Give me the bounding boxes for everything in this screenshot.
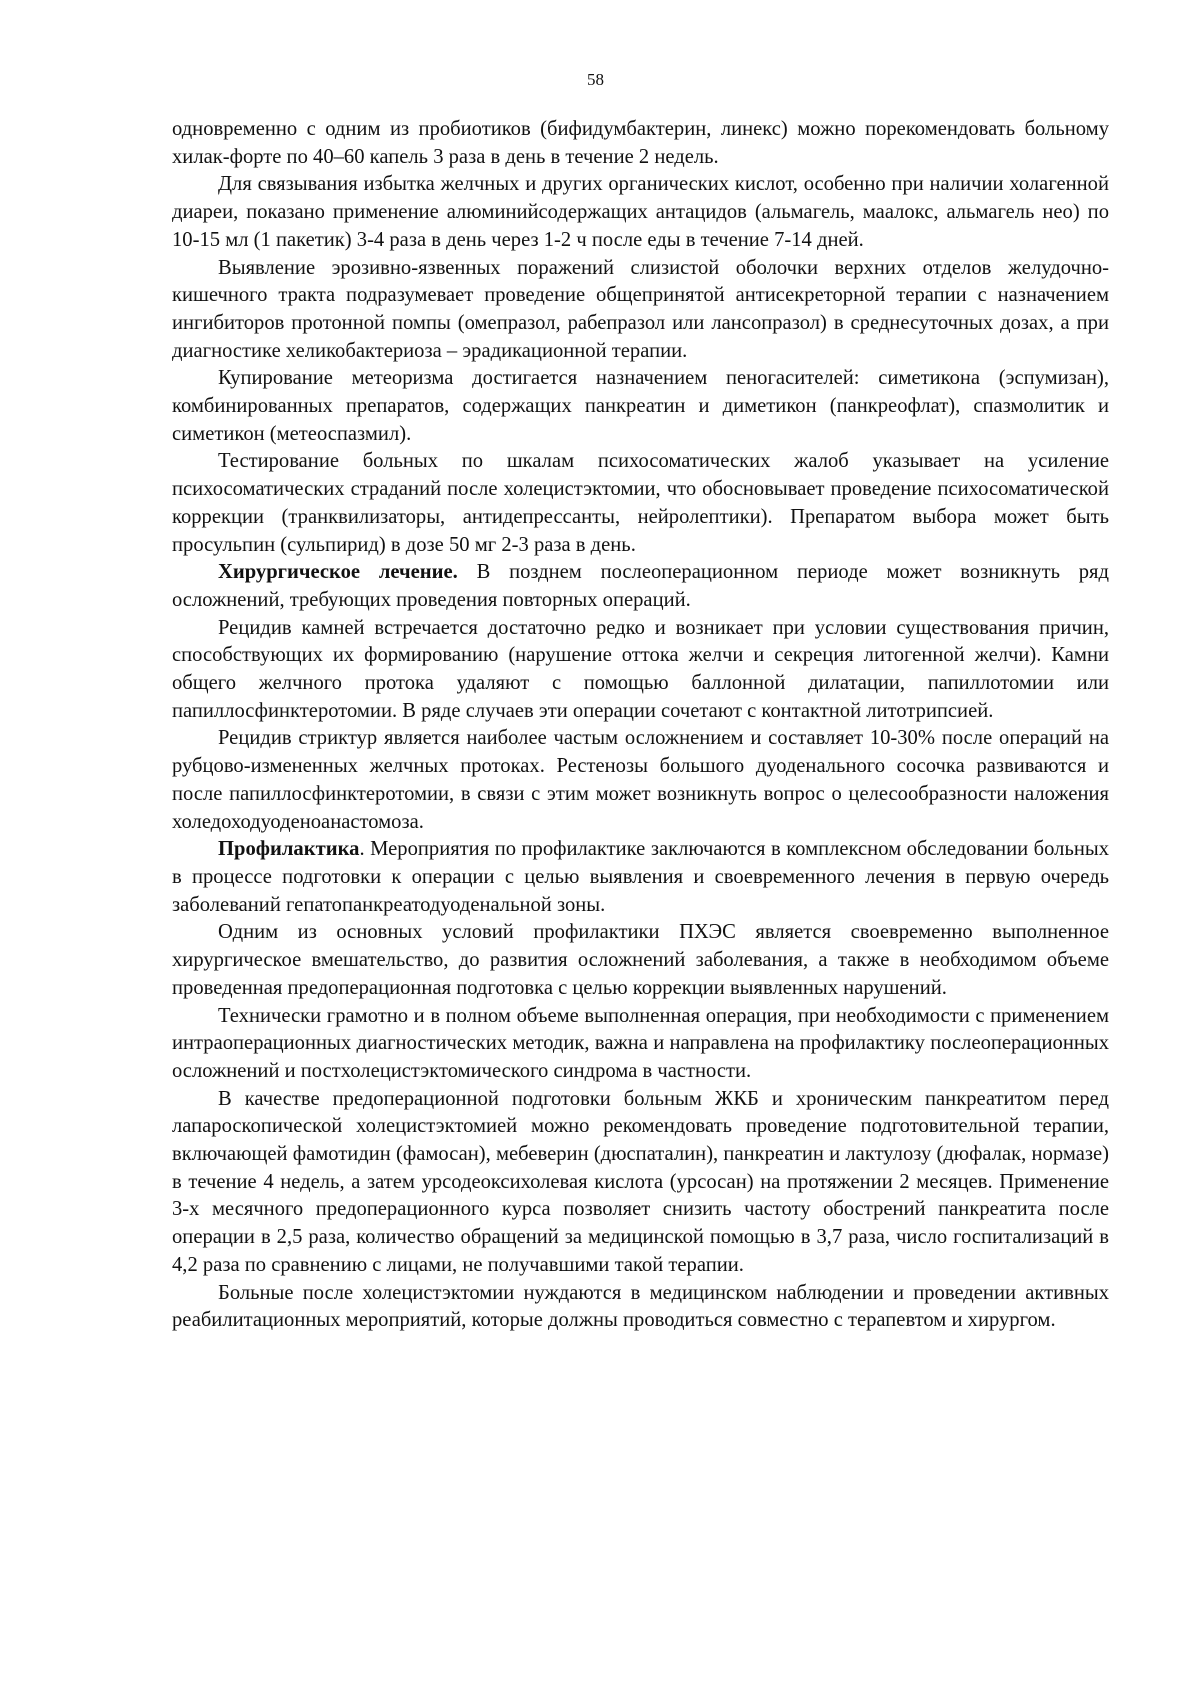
paragraph <box>172 1280 1109 1335</box>
paragraph <box>172 1003 1109 1086</box>
section-heading-surgical-treatment: Хирургическое лечение. <box>218 561 458 584</box>
paragraph <box>172 448 1109 559</box>
paragraph-text: Рецидив стриктур является наиболее частым осложнением и составляет 10-30% после операций на рубцово-измененных желчных протоках. Рестенозы большого дуоденального сосочка развиваются и после папиллосфинктеротомии, в связи с этим может возникнуть вопрос о целесообразности наложения холедоходуоденоанастомоза. <box>172 727 1109 833</box>
paragraph-prevention <box>172 836 1109 919</box>
paragraph-text: одновременно с одним из пробиотиков (бифидумбактерин, линекс) можно порекомендовать больному хилак-форте по 40–60 капель 3 раза в день в течение 2 недель. <box>172 118 1109 168</box>
page-number: 58 <box>587 70 604 89</box>
paragraph <box>172 171 1109 254</box>
paragraph-text: В качестве предоперационной подготовки больным ЖКБ и хроническим панкреатитом перед лапароскопической холецистэктомией можно рекомендовать проведение подготовительной терапии, включающей фамотидин (фамосан), мебеверин (дюспаталин), панкреатин и лактулозу (дюфалак, нормазе) в течение 4 недель, а затем урсодеоксихолевая кислота (урсосан) на протяжении 2 месяцев. Применение 3-х месячного предоперационного курса позволяет снизить частоту обострений панкреатита после операции в 2,5 раза, количество обращений за медицинской помощью в 3,7 раза, число госпитализаций в 4,2 раза по сравнению с лицами, не получавшими такой терапии. <box>172 1087 1109 1276</box>
paragraph-surgical-treatment <box>172 559 1109 614</box>
paragraph <box>172 725 1109 836</box>
paragraph-text: Технически грамотно и в полном объеме выполненная операция, при необходимости с применением интраоперационных диагностических методик, важна и направлена на профилактику послеоперационных осложнений и постхолецистэктомического синдрома в частности. <box>172 1004 1109 1082</box>
paragraph <box>172 1086 1109 1280</box>
section-heading-prevention: Профилактика <box>218 838 360 861</box>
paragraph-text: Купирование метеоризма достигается назначением пеногасителей: симетикона (эспумизан), комбинированных препаратов, содержащих панкреатин и диметикон (панкреофлат), спазмолитик и симетикон (метеоспазмил). <box>172 367 1109 445</box>
paragraph-text: В позднем послеоперационном периоде может возникнуть ряд осложнений, требующих проведения повторных операций. <box>172 561 1109 611</box>
paragraph-text: Рецидив камней встречается достаточно редко и возникает при условии существования причин, способствующих их формированию (нарушение оттока желчи и секреция литогенной желчи). Камни общего желчного протока удаляют с помощью баллонной дилатации, папиллотомии или папиллосфинктеротомии. В ряде случаев эти операции сочетают с контактной литотрипсией. <box>172 616 1109 722</box>
paragraph <box>172 919 1109 1002</box>
paragraph-text: Выявление эрозивно-язвенных поражений слизистой оболочки верхних отделов желудочно-кишечного тракта подразумевает проведение общепринятой антисекреторной терапии с назначением ингибиторов протонной помпы (омепразол, рабепразол или лансопразол) в среднесуточных дозах, а при диагностике хеликобактериоза – эрадикационной терапии. <box>172 256 1109 362</box>
paragraph <box>172 255 1109 366</box>
paragraph-text: . Мероприятия по профилактике заключаются в комплексном обследовании больных в процессе подготовки к операции с целью выявления и своевременного лечения в первую очередь заболеваний гепатопанкреатодуоденальной зоны. <box>172 838 1109 916</box>
paragraph-text: Тестирование больных по шкалам психосоматических жалоб указывает на усиление психосоматических страданий после холецистэктомии, что обосновывает проведение психосоматической коррекции (транквилизаторы, антидепрессанты, нейролептики). Препаратом выбора может быть просульпин (сульпирид) в дозе 50 мг 2-3 раза в день. <box>172 450 1109 556</box>
paragraph <box>172 615 1109 726</box>
paragraph-text: Для связывания избытка желчных и других органических кислот, особенно при наличии холагенной диареи, показано применение алюминийсодержащих антацидов (альмагель, маалокс, альмагель нео) по 10-15 мл (1 пакетик) 3-4 раза в день через 1-2 ч после еды в течение 7-14 дней. <box>172 173 1109 251</box>
paragraph <box>172 365 1109 448</box>
paragraph-text: Одним из основных условий профилактики ПХЭС является своевременно выполненное хирургическое вмешательство, до развития осложнений заболевания, а также в необходимом объеме проведенная предоперационная подготовка с целью коррекции выявленных нарушений. <box>172 921 1109 999</box>
document-body <box>172 116 1109 1335</box>
paragraph <box>172 116 1109 171</box>
paragraph-text: Больные после холецистэктомии нуждаются в медицинском наблюдении и проведении активных реабилитационных мероприятий, которые должны проводиться совместно с терапевтом и хирургом. <box>172 1281 1109 1332</box>
